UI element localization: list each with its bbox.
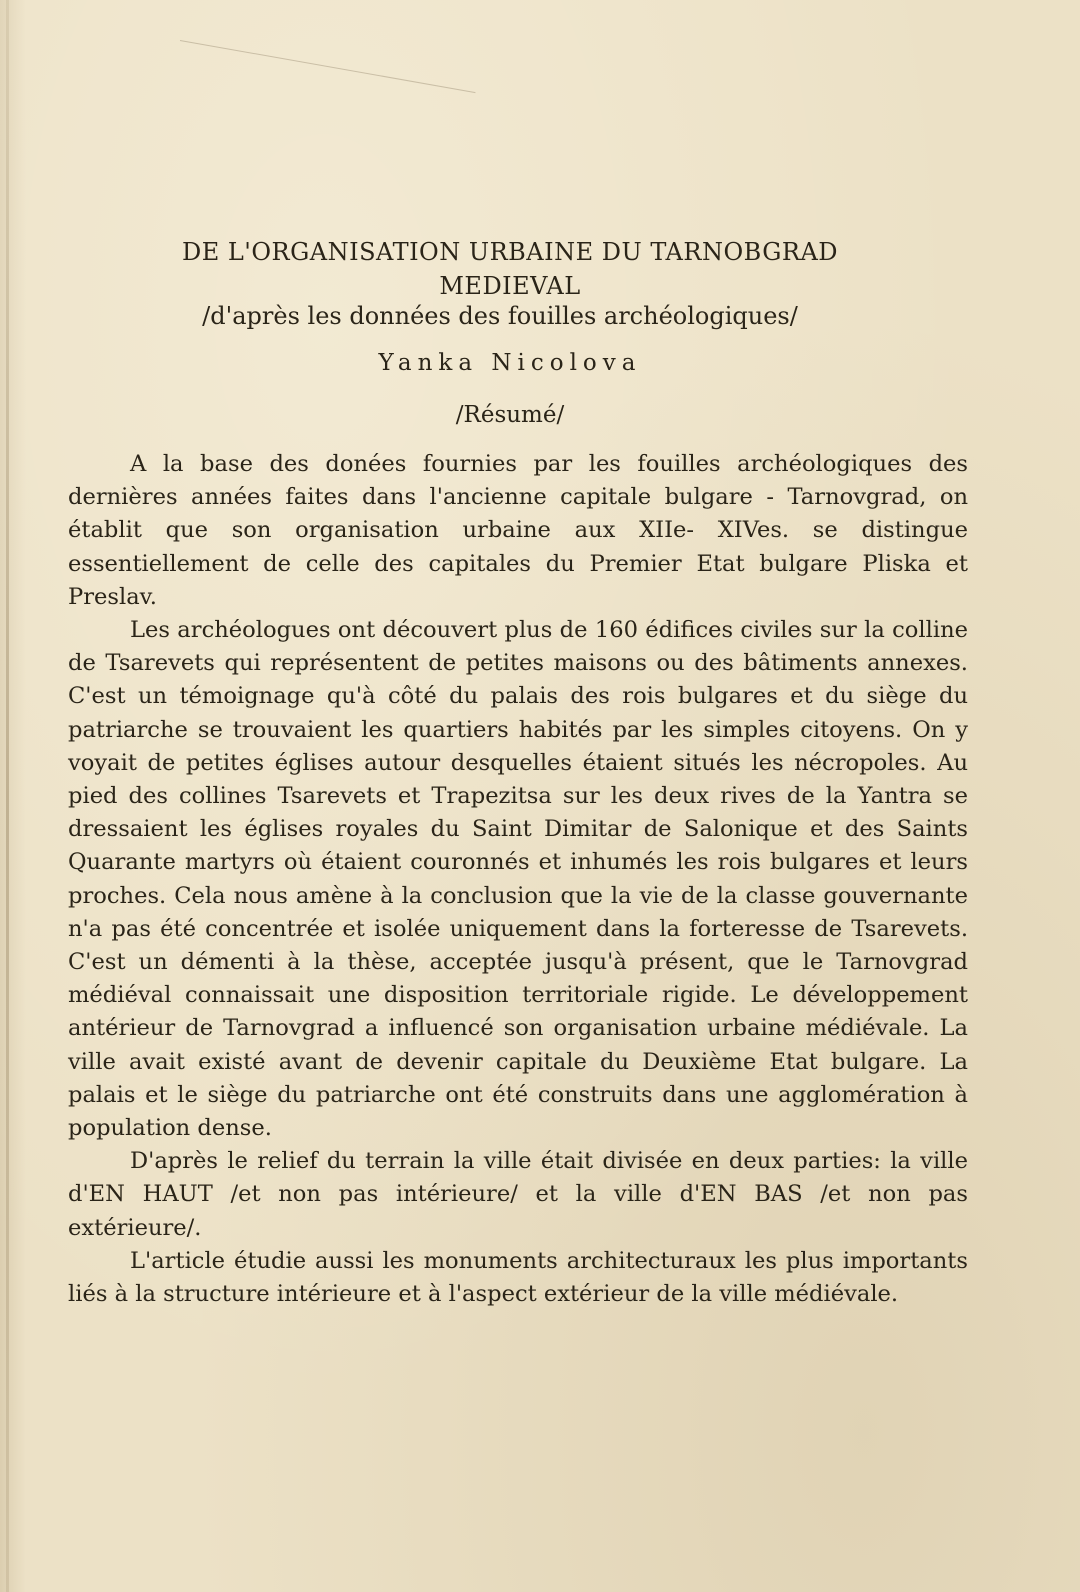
title-line-1: DE L'ORGANISATION URBAINE DU TARNOBGRAD	[181, 238, 839, 266]
author-name: Yanka Nicolova	[378, 350, 642, 376]
paper-crease	[180, 40, 476, 93]
paragraph-1: A la base des donées fournies par les fouilles archéologiques des dernières années faites dans l'ancienne capitale bulgare - Tarnovgrad, on établit que son organisation urbaine aux XIIe- XIVes. se distingue essentiellement de celle des capitales du Premier Etat bulgare Pliska et Preslav.	[68, 451, 968, 610]
abstract-body	[68, 448, 968, 1311]
resume-label: /Résumé/	[455, 402, 565, 428]
title-line-2: MEDIEVAL	[439, 272, 581, 300]
page-edge-shadow	[6, 0, 9, 1592]
paragraph-3: D'après le relief du terrain la ville était divisée en deux parties: la ville d'EN HAUT /et non pas intérieure/ et la ville d'EN BAS /et non pas extérieure/.	[68, 1148, 968, 1241]
subtitle: /d'après les données des fouilles archéologiques/	[202, 302, 798, 330]
paragraph-2: Les archéologues ont découvert plus de 160 édifices civiles sur la colline de Tsarevets qui représentent de petites maisons ou des bâtiments annexes. C'est un témoignage qu'à côté du palais des rois bulgares et du siège du patriarche se trouvaient les quartiers habités par les simples citoyens. On y voyait de petites églises autour desquelles étaient situés les nécropoles. Au pied des collines Tsarevets et Trapezitsa sur les deux rives de la Yantra se dressaient les églises royales du Saint Dimitar de Salonique et des Saints Quarante martyrs où étaient couronnés et inhumés les rois bulgares et leurs proches. Cela nous amène à la conclusion que la vie de la classe gouvernante n'a pas été concentrée et isolée uniquement dans la forteresse de Tsarevets. C'est un démenti à la thèse, acceptée jusqu'à présent, que le Tarnovgrad médiéval connaissait une disposition territoriale rigide. Le développement antérieur de Tarnovgrad a influencé son organisation urbaine médiévale. La ville avait existé avant de devenir capitale du Deuxième Etat bulgare. La palais et le siège du patriarche ont été construits dans une agglomération à population dense.	[68, 617, 968, 1142]
paragraph-4: L'article étudie aussi les monuments architecturaux les plus importants liés à la structure intérieure et à l'aspect extérieur de la ville médiévale.	[68, 1247, 968, 1308]
